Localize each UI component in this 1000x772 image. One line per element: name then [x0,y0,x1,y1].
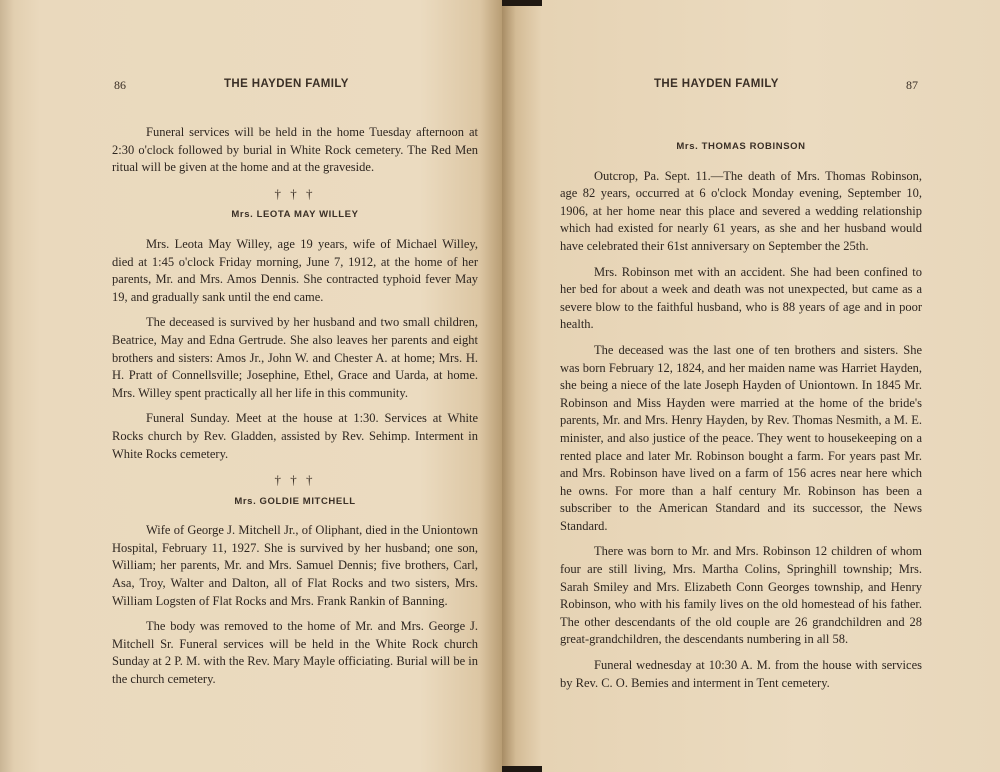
page-number: 86 [114,78,126,92]
binding-shadow [502,0,542,6]
obituary-paragraph: Funeral Sunday. Meet at the house at 1:30. Services at White Rocks church by Rev. Gladden, assisted by Rev. Sehimp. Interment in White Rocks cemetery. [112,411,478,461]
obituary-heading: Mrs. GOLDIE MITCHELL [234,495,356,507]
section-divider: † † † [274,472,316,488]
running-head: THE HAYDEN FAMILY [224,78,349,90]
obituary-paragraph: Outcrop, Pa. Sept. 11.—The death of Mrs. Thomas Robinson, age 82 years, occurred at 6 o'clock Monday evening, September 10, 1906, at her home near this place and severed a wedding relationship which had existed for nearly 61 years, as she and her husband would have celebrated their 61st anniversary on September the 25th. [560,168,922,253]
obituary-paragraph: The body was removed to the home of Mr. and Mrs. George J. Mitchell Sr. Funeral services will be held in the White Rock church Sunday at 2 P. M. with the Rev. Mary Mayle officiating. Burial will be in the church cemetery. [112,619,478,687]
page-number: 87 [906,78,918,92]
binding-shadow [502,766,542,772]
intro-paragraph: Funeral services will be held in the home Tuesday afternoon at 2:30 o'clock followed by burial in White Rock cemetery. The Red Men ritual will be given at the home and at the graveside. [112,125,478,175]
obituary-paragraph: The deceased was the last one of ten brothers and sisters. She was born February 12, 1824, and her maiden name was Harriet Hayden, she being a niece of the late Joseph Hayden of Uniontown. In 1845 Mr. Robinson and Miss Hayden were married at the home of the bride's parents, Mr. and Mrs. Henry Hayden, by Rev. Thomas Nesmith, a M. E. minister, and also justice of the peace. They went to housekeeping on a rented place and later Mr. Robinson bought a farm. For years past Mr. and Mrs. Robinson have lived on a farm of 156 acres near here which he owns. For more than a half century Mr. Robinson has been a subscriber to the American Standard and its successor, the News Standard. [560,342,922,533]
obituary-paragraph: Funeral wednesday at 10:30 A. M. from the house with services by Rev. C. O. Bemies and interment in Tent cemetery. [560,658,922,690]
section-divider: † † † [274,185,316,201]
obituary-paragraph: Mrs. Robinson met with an accident. She had been confined to her bed for about a week and death was not unexpected, but came as a severe blow to the faithful husband, who is 88 years of age and in poor health. [560,264,922,332]
right-text-column [560,134,922,700]
obituary-paragraph: There was born to Mr. and Mrs. Robinson 12 children of whom four are still living, Mrs. Martha Colins, Springhill township; Mrs. Sarah Smiley and Mrs. Elizabeth Conn Georges township, and Henry Robinson, who with his family lives on the old homestead of his father. The other descendants of the old couple are 26 grandchildren and 28 great-grandchildren, the descendants numbering in all 58. [560,544,922,647]
obituary-heading: Mrs. LEOTA MAY WILLEY [231,209,359,221]
obituary-paragraph: Mrs. Leota May Willey, age 19 years, wife of Michael Willey, died at 1:45 o'clock Friday morning, June 7, 1912, at the home of her parents, Mr. and Mrs. Amos Dennis. She contracted typhoid fever May 19, and gradually sank until the end came. [112,236,478,304]
left-text-column [112,124,478,697]
obituary-paragraph: The deceased is survived by her husband and two small children, Beatrice, May and Edna Gertrude. She also leaves her parents and eight brothers and sisters: Amos Jr., John W. and Chester A. at home; Mrs. H. H. Pratt of Connellsville; Josephine, Ethel, Grace and Uarda, at home. Mrs. Willey spent practically all her life in this community. [112,315,478,400]
right-page [502,0,1000,772]
running-head: THE HAYDEN FAMILY [654,78,779,90]
obituary-heading: Mrs. THOMAS ROBINSON [676,141,806,152]
obituary-paragraph: Wife of George J. Mitchell Jr., of Oliphant, died in the Uniontown Hospital, February 11, 1927. She is survived by her husband; one son, William; her parents, Mr. and Mrs. Samuel Dennis; five brothers, Carl, Asa, Troy, Walter and Dalton, all of Flat Rocks and two sisters, Mrs. William Logsten of Flat Rocks and Mrs. Frank Rankin of Banning. [112,523,478,608]
